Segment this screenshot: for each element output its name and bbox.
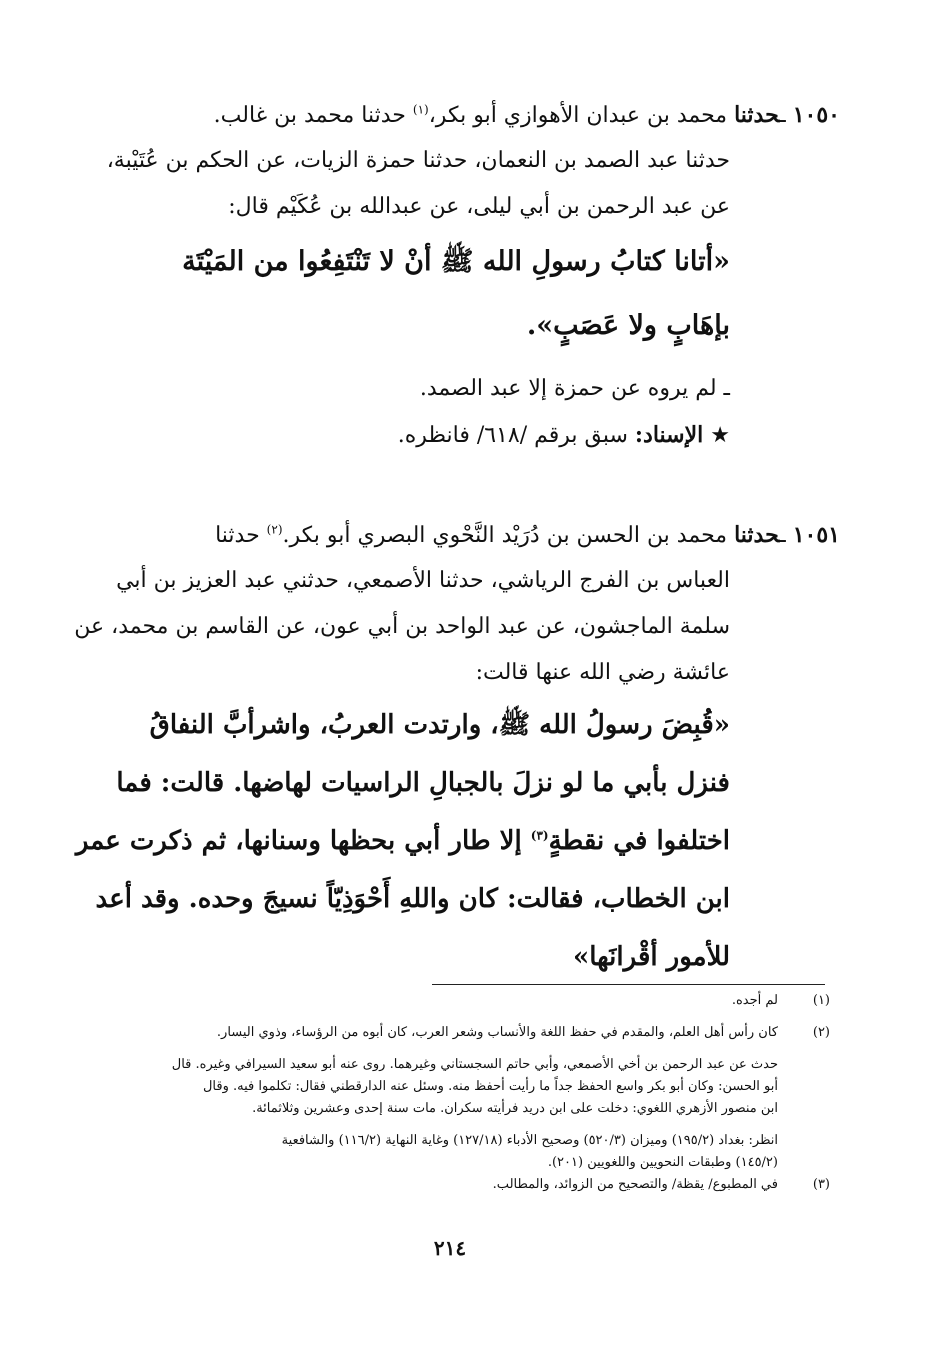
page-number: ٢١٤ [433, 1236, 467, 1260]
footnote-2-line-5: انظر: بغداد (١٩٥/٢) وميزان (٥٢٠/٣) وصحيح الأدباء (١٢٧/١٨) وغاية النهاية (١١٦/٢) والشافعية [281, 1133, 778, 1148]
footnote-divider [432, 984, 825, 985]
hadith-1051-line-3: سلمة الماجشون، عن عبد الواحد بن أبي عون، عن القاسم بن محمد، عن [74, 614, 730, 639]
hadith-1051-matn-2: فنزل بأبي ما لو نزلَ بالجبالِ الراسيات لهاضها. قالت: فما [116, 768, 730, 798]
footnote-3 [70, 1174, 830, 1196]
footnote-ref-1[interactable]: (١) [412, 102, 429, 117]
narrator-text: محمد بن عبدان الأهوازي أبو بكر، [428, 103, 735, 128]
haddathana: حدثنا [734, 102, 780, 128]
hadith-1051-matn-4: ابن الخطاب، فقالت: كان واللهِ أَحْوَذِيّاً نسيجَ وحده. وقد أعد [95, 884, 730, 914]
footnote-number: (٢) [812, 1025, 830, 1040]
footnote-text: كان رأس أهل العلم، والمقدم في حفظ اللغة والأنساب وشعر العرب، كان أبوه من الرؤساء، وذوي اليسار. [216, 1025, 778, 1040]
matn-text: اختلفوا في نقطةٍ [548, 826, 730, 856]
narrator-text-cont: حدثنا محمد بن غالب. [213, 103, 413, 128]
hadith-1050-note: ـ لم يروه عن حمزة إلا عبد الصمد. [419, 376, 730, 401]
footnote-1 [70, 990, 830, 1012]
isnad-label: الإسناد: [634, 422, 704, 448]
footnotes [70, 990, 830, 1196]
footnote-number: (١) [812, 993, 830, 1008]
hadith-1051-matn-3 [60, 812, 840, 870]
footnote-text: في المطبوع/ يقظة/ والتصحيح من الزوائد، والمطالب. [492, 1177, 778, 1192]
hadith-1051-matn-5: للأمور أقْرانَها» [572, 942, 730, 972]
footnote-2-line-4: ابن منصور الأزهري اللغوي: دخلت على ابن دريد فرأيته سكران. مات سنة إحدى وعشرين وثلاثمائة. [252, 1101, 778, 1116]
hadith-1050 [60, 92, 840, 458]
dash: ـ [779, 523, 793, 548]
hadith-1050-matn-2: بإهَابٍ ولا عَصَبٍ». [526, 310, 730, 341]
footnote-2 [70, 1022, 830, 1044]
hadith-1050-line-2: حدثنا عبد الصمد بن النعمان، حدثنا حمزة الزيات، عن الحكم بن عُتَيْبة، [106, 148, 730, 173]
footnote-ref-3[interactable]: (٣) [530, 828, 549, 843]
hadith-number: ١٠٥٠ [792, 102, 840, 128]
narrator-text: محمد بن الحسن بن دُرَيْد النَّحْوي البصري أبو بكر. [282, 523, 735, 548]
hadith-1050-line-3: عن عبد الرحمن بن أبي ليلى، عن عبدالله بن عُكَيْم قال: [228, 194, 730, 219]
hadith-1051-line-4: عائشة رضي الله عنها قالت: [475, 660, 730, 685]
footnote-text: لم أجده. [731, 993, 778, 1008]
footnote-number: (٣) [812, 1177, 830, 1192]
hadith-1050-matn-1: «أتانا كتابُ رسولِ الله ﷺ أنْ لا تَنْتَفِعُوا من المَيْتَة [182, 246, 730, 277]
hadith-1050-line-1 [60, 92, 840, 138]
dash: ـ [779, 103, 793, 128]
hadith-number: ١٠٥١ [792, 522, 840, 548]
footnote-2-line-6: (١٤٥/٢) وطبقات النحويين واللغويين (٢٠١). [547, 1155, 778, 1170]
hadith-1050-isnad [60, 412, 840, 458]
haddathana: حدثنا [734, 522, 780, 548]
hadith-1051-line-1 [60, 512, 840, 558]
hadith-1051 [60, 512, 840, 986]
star-icon: ★ [703, 423, 730, 448]
hadith-1051-line-2: العباس بن الفرج الرياشي، حدثنا الأصمعي، حدثني عبد العزيز بن أبي [116, 568, 730, 593]
footnote-ref-2[interactable]: (٢) [266, 522, 283, 537]
matn-text-cont: إلا طار أبي بحظها وسنانها، ثم ذكرت عمر [75, 826, 531, 856]
hadith-1051-matn-1: «قُبِضَ رسولُ الله ﷺ، وارتدت العربُ، واشرأبَّ النفاقُ [149, 710, 730, 740]
narrator-text-cont: حدثنا [215, 523, 267, 548]
footnote-2-line-2: حدث عن عبد الرحمن بن أخي الأصمعي، وأبي حاتم السجستاني وغيرهما. روى عنه أبو سعيد السيرافي وغيره. قال [171, 1057, 778, 1072]
isnad-text: سبق برقم /٦١٨/ فانظره. [397, 423, 635, 448]
footnote-2-line-3: أبو الحسن: وكان أبو بكر واسع الحفظ جداً ما رأيت أحفظ منه. وسئل عنه الدارقطني فقال: تكلموا فيه. وقال [202, 1079, 778, 1094]
